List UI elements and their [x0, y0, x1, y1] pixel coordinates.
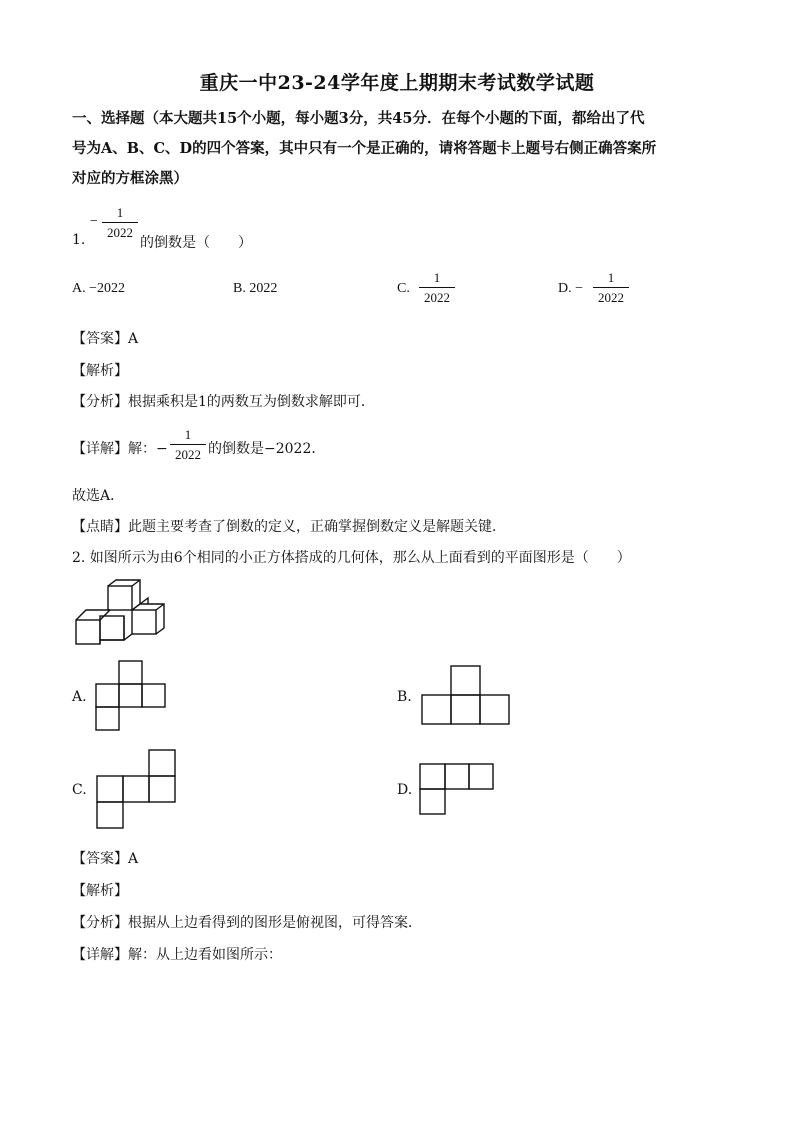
q1-minus-sign: −: [90, 214, 98, 229]
q1-answer: 【答案】A: [72, 331, 139, 347]
q2-option-b-figure: [420, 664, 512, 726]
section-instructions-line-3: 对应的方框涂黑）: [72, 170, 188, 187]
q2-cube-figure: [70, 578, 180, 650]
q1-option-c-fraction: [419, 270, 455, 306]
q2-option-d-label: D.: [397, 782, 413, 798]
q1-fraction-denominator: 2022: [107, 225, 133, 240]
q1-number: 1.: [72, 232, 86, 248]
detail-denominator: 2022: [175, 447, 201, 462]
section-instructions-line-1: 一、选择题（本大题共15个小题，每小题3分，共45分．在每个小题的下面，都给出了代: [72, 110, 645, 127]
q1-option-d-fraction: [593, 270, 629, 306]
q1-option-b: B. 2022: [233, 281, 278, 296]
q1-analysis-text: 【分析】根据乘积是1的两数互为倒数求解即可．: [72, 394, 375, 410]
option-c-denominator: 2022: [424, 290, 450, 305]
q1-fraction-numerator: 1: [116, 205, 124, 220]
q2-analysis-heading: 【解析】: [72, 883, 128, 899]
option-c-numerator: 1: [433, 270, 441, 285]
option-d-denominator: 2022: [598, 290, 624, 305]
q1-comment: 【点睛】此题主要考查了倒数的定义，正确掌握倒数定义是解题关键．: [72, 519, 506, 535]
q2-answer: 【答案】A: [72, 851, 139, 867]
q2-option-c-label: C.: [72, 782, 87, 798]
q1-option-c-label: C.: [397, 281, 410, 296]
q1-choose-text: 故选A．: [72, 488, 125, 504]
q2-option-a-label: A.: [72, 689, 87, 705]
q1-option-d-label: D. −: [558, 281, 584, 296]
q1-detail-fraction: [170, 427, 206, 463]
q1-detail-text: 的倒数是−2022．: [208, 441, 326, 457]
section-instructions-line-2: 号为A、B、C、D的四个答案，其中只有一个是正确的，请将答题卡上题号右侧正确答案所: [72, 140, 657, 157]
option-d-numerator: 1: [607, 270, 615, 285]
q2-analysis-text: 【分析】根据从上边看得到的图形是俯视图，可得答案．: [72, 915, 422, 931]
q2-option-b-label: B.: [397, 689, 412, 705]
q2-option-c-figure: [95, 748, 177, 830]
page-title: 重庆一中23-24学年度上期期末考试数学试题: [199, 72, 595, 94]
q2-stem: 2. 如图所示为由6个相同的小正方体搭成的几何体，那么从上面看到的平面图形是（ ）: [72, 550, 631, 566]
fraction-bar: [102, 222, 138, 223]
fraction-bar: [419, 287, 455, 288]
q1-fraction: [102, 205, 138, 241]
q1-detail-heading: 【详解】解：−: [72, 441, 168, 457]
fraction-bar: [170, 444, 206, 445]
q2-option-d-figure: [418, 762, 496, 816]
q2-option-a-figure: [94, 659, 168, 733]
detail-numerator: 1: [184, 427, 192, 442]
q1-option-a: A. −2022: [72, 281, 126, 296]
q1-analysis-heading: 【解析】: [72, 363, 128, 379]
q1-stem-text: 的倒数是（ ）: [140, 235, 252, 251]
fraction-bar: [593, 287, 629, 288]
q2-detail-text: 【详解】解：从上边看如图所示：: [72, 947, 282, 963]
